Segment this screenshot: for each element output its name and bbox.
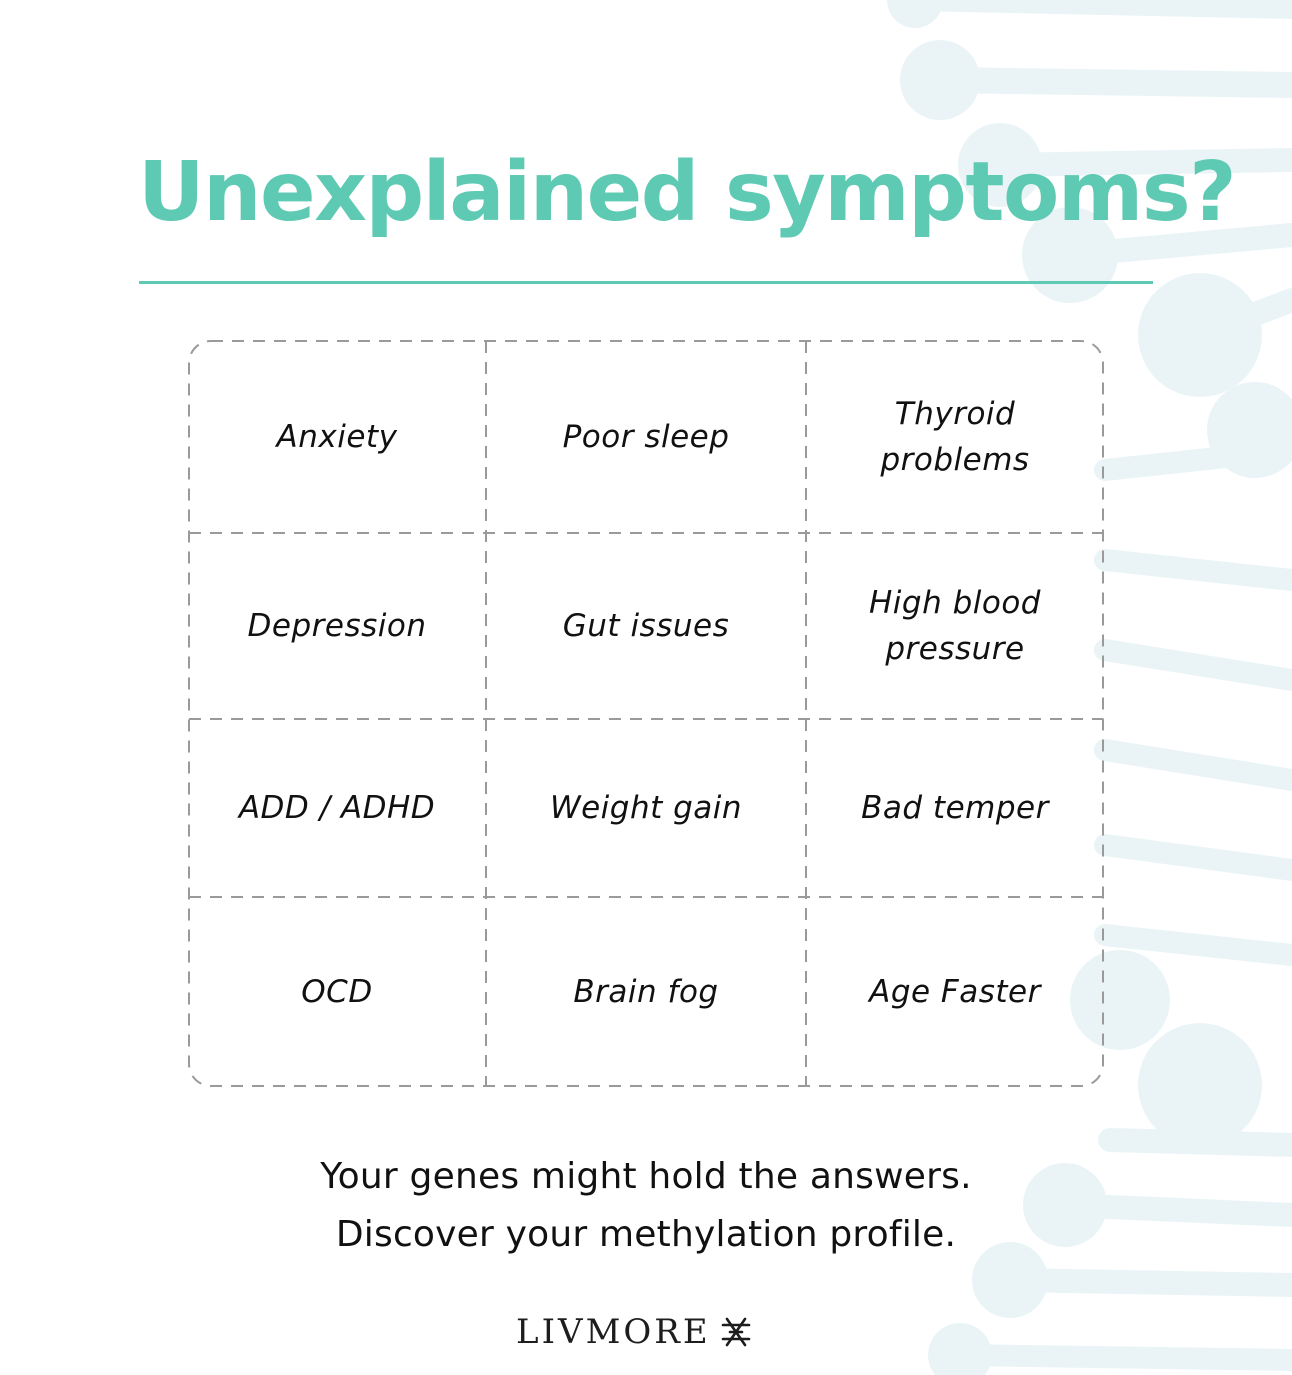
symptom-cell <box>806 897 1104 1087</box>
tagline-line-2: Discover your methylation profile. <box>335 1214 957 1255</box>
symptom-cell <box>188 340 486 533</box>
livmore-logo <box>516 1310 753 1354</box>
tagline-line-1: Your genes might hold the answers. <box>320 1156 972 1197</box>
symptom-label: Weight gain <box>549 790 743 826</box>
symptoms-grid <box>188 340 1104 1087</box>
symptom-label: Gut issues <box>562 608 730 644</box>
tagline <box>100 1148 1192 1264</box>
symptom-cell <box>806 340 1104 533</box>
symptom-cell <box>486 340 806 533</box>
symptom-cell <box>188 533 486 719</box>
title-underline <box>139 281 1153 284</box>
symptom-cell <box>486 719 806 897</box>
symptom-cell <box>188 719 486 897</box>
symptom-cell <box>806 719 1104 897</box>
symptom-cell <box>188 897 486 1087</box>
symptom-cell <box>806 533 1104 719</box>
symptom-label: High blood pressure <box>868 585 1041 667</box>
symptom-label: Age Faster <box>869 974 1041 1010</box>
page-title: Unexplained symptoms? <box>138 145 1236 240</box>
symptom-label: Poor sleep <box>562 418 730 455</box>
logo-wordmark: LIVMORE <box>516 1312 711 1352</box>
symptom-label: Bad temper <box>861 790 1049 826</box>
symptom-label: Depression <box>247 608 427 644</box>
symptom-label: Anxiety <box>276 418 398 455</box>
symptom-cell <box>486 533 806 719</box>
symptom-cell <box>486 897 806 1087</box>
symptom-label: ADD / ADHD <box>238 790 436 826</box>
symptom-label: Thyroid problems <box>880 395 1030 478</box>
livmore-star-icon <box>719 1315 753 1349</box>
symptom-label: Brain fog <box>573 974 719 1010</box>
symptom-label: OCD <box>301 974 373 1010</box>
